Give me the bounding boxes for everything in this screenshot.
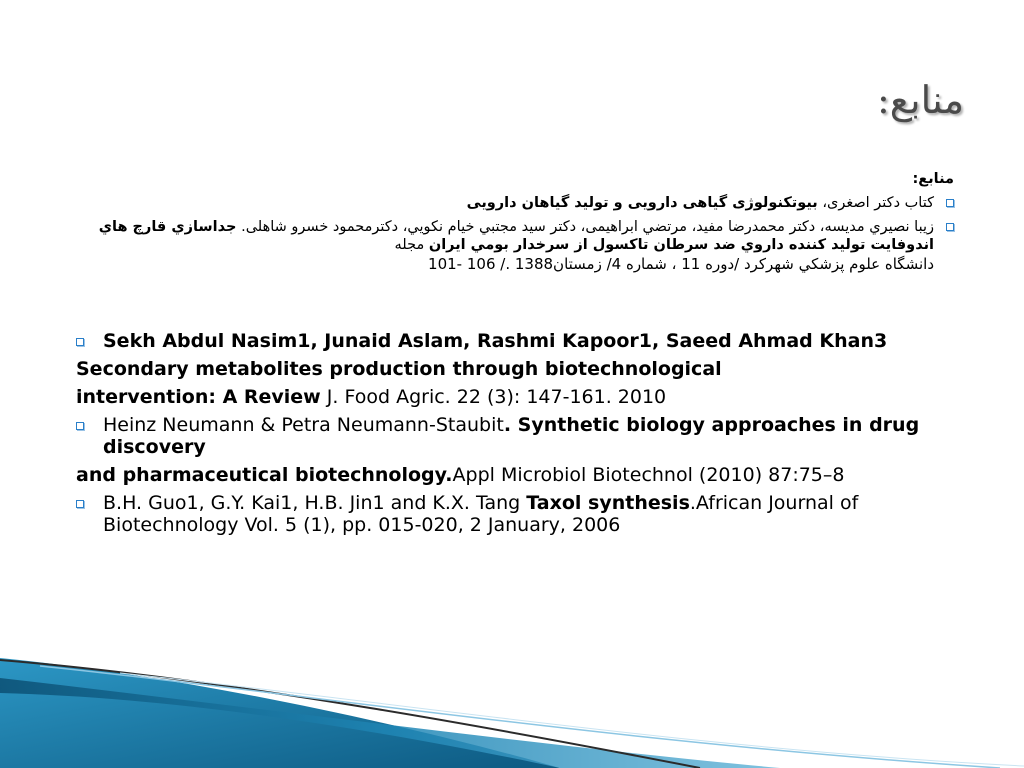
- persian-ref-item-2: [58, 218, 954, 273]
- persian-references: [58, 170, 954, 279]
- persian-ref-2-title: جداسازي قارچ هاي اندوفايت توليد کننده داروي ضد سرطان تاکسول از سرخدار بومي ايران: [98, 219, 934, 253]
- decorative-swoosh: [0, 638, 1024, 768]
- square-bullet-icon: [946, 199, 954, 207]
- english-ref-item-3: [76, 492, 968, 536]
- english-ref-2-title-end: and pharmaceutical biotechnology.: [76, 464, 453, 486]
- english-ref-item-2: [76, 414, 968, 458]
- square-bullet-icon: [76, 422, 84, 430]
- square-bullet-icon: [76, 338, 84, 346]
- english-references: [76, 330, 968, 542]
- english-ref-3-title: Taxol synthesis: [526, 492, 690, 514]
- english-ref-1-title-line: Secondary metabolites production through biotechnological: [76, 358, 722, 380]
- english-ref-3-authors: B.H. Guo1, G.Y. Kai1, H.B. Jin1 and K.X. Tang: [103, 492, 527, 514]
- persian-ref-item-1: [58, 194, 954, 212]
- persian-ref-1-title: بیوتکنولوژی گیاهی دارویی و تولید گیاهان دارویی: [466, 195, 818, 211]
- english-ref-2-continuation: [76, 464, 968, 486]
- slide-title: منابع:: [876, 78, 964, 122]
- square-bullet-icon: [946, 223, 954, 231]
- english-ref-1-authors: Sekh Abdul Nasim1, Junaid Aslam, Rashmi Kapoor1, Saeed Ahmad Khan3: [103, 330, 888, 352]
- english-ref-1-title-end: intervention: A Review: [76, 386, 321, 408]
- english-ref-3-journal: .African Journal of Biotechnology Vol. 5 (1), pp. 015-020, 2 January, 2006: [103, 492, 859, 536]
- square-bullet-icon: [76, 500, 84, 508]
- persian-refs-heading: منابع:: [912, 171, 954, 187]
- persian-ref-2-authors: زيبا نصيري مديسه، دکتر محمدرضا مفيد، مرتضي ابراهيمی، دکتر سيد مجتبي خيام نکويي، دکترمحمود خسرو شاهلی.: [236, 219, 934, 235]
- persian-ref-1-text: کتاب دکتر اصغری،: [817, 195, 934, 211]
- english-ref-2-journal: Appl Microbiol Biotechnol (2010) 87:75–8: [452, 464, 845, 486]
- persian-ref-2-source: دانشگاه علوم پزشکي شهرکرد /دوره 11 ، شماره 4/ زمستان1388 ./ 106 -101: [428, 255, 934, 273]
- english-ref-item-1: [76, 330, 968, 352]
- english-ref-1-title-line-2: [76, 386, 968, 408]
- english-ref-2-authors: Heinz Neumann & Petra Neumann-Staubit: [103, 414, 504, 436]
- persian-ref-2-journal: مجله: [394, 237, 429, 253]
- english-ref-2-title: . Synthetic biology approaches in drug discovery: [103, 414, 920, 458]
- english-ref-1-journal: J. Food Agric. 22 (3): 147-161. 2010: [320, 386, 667, 408]
